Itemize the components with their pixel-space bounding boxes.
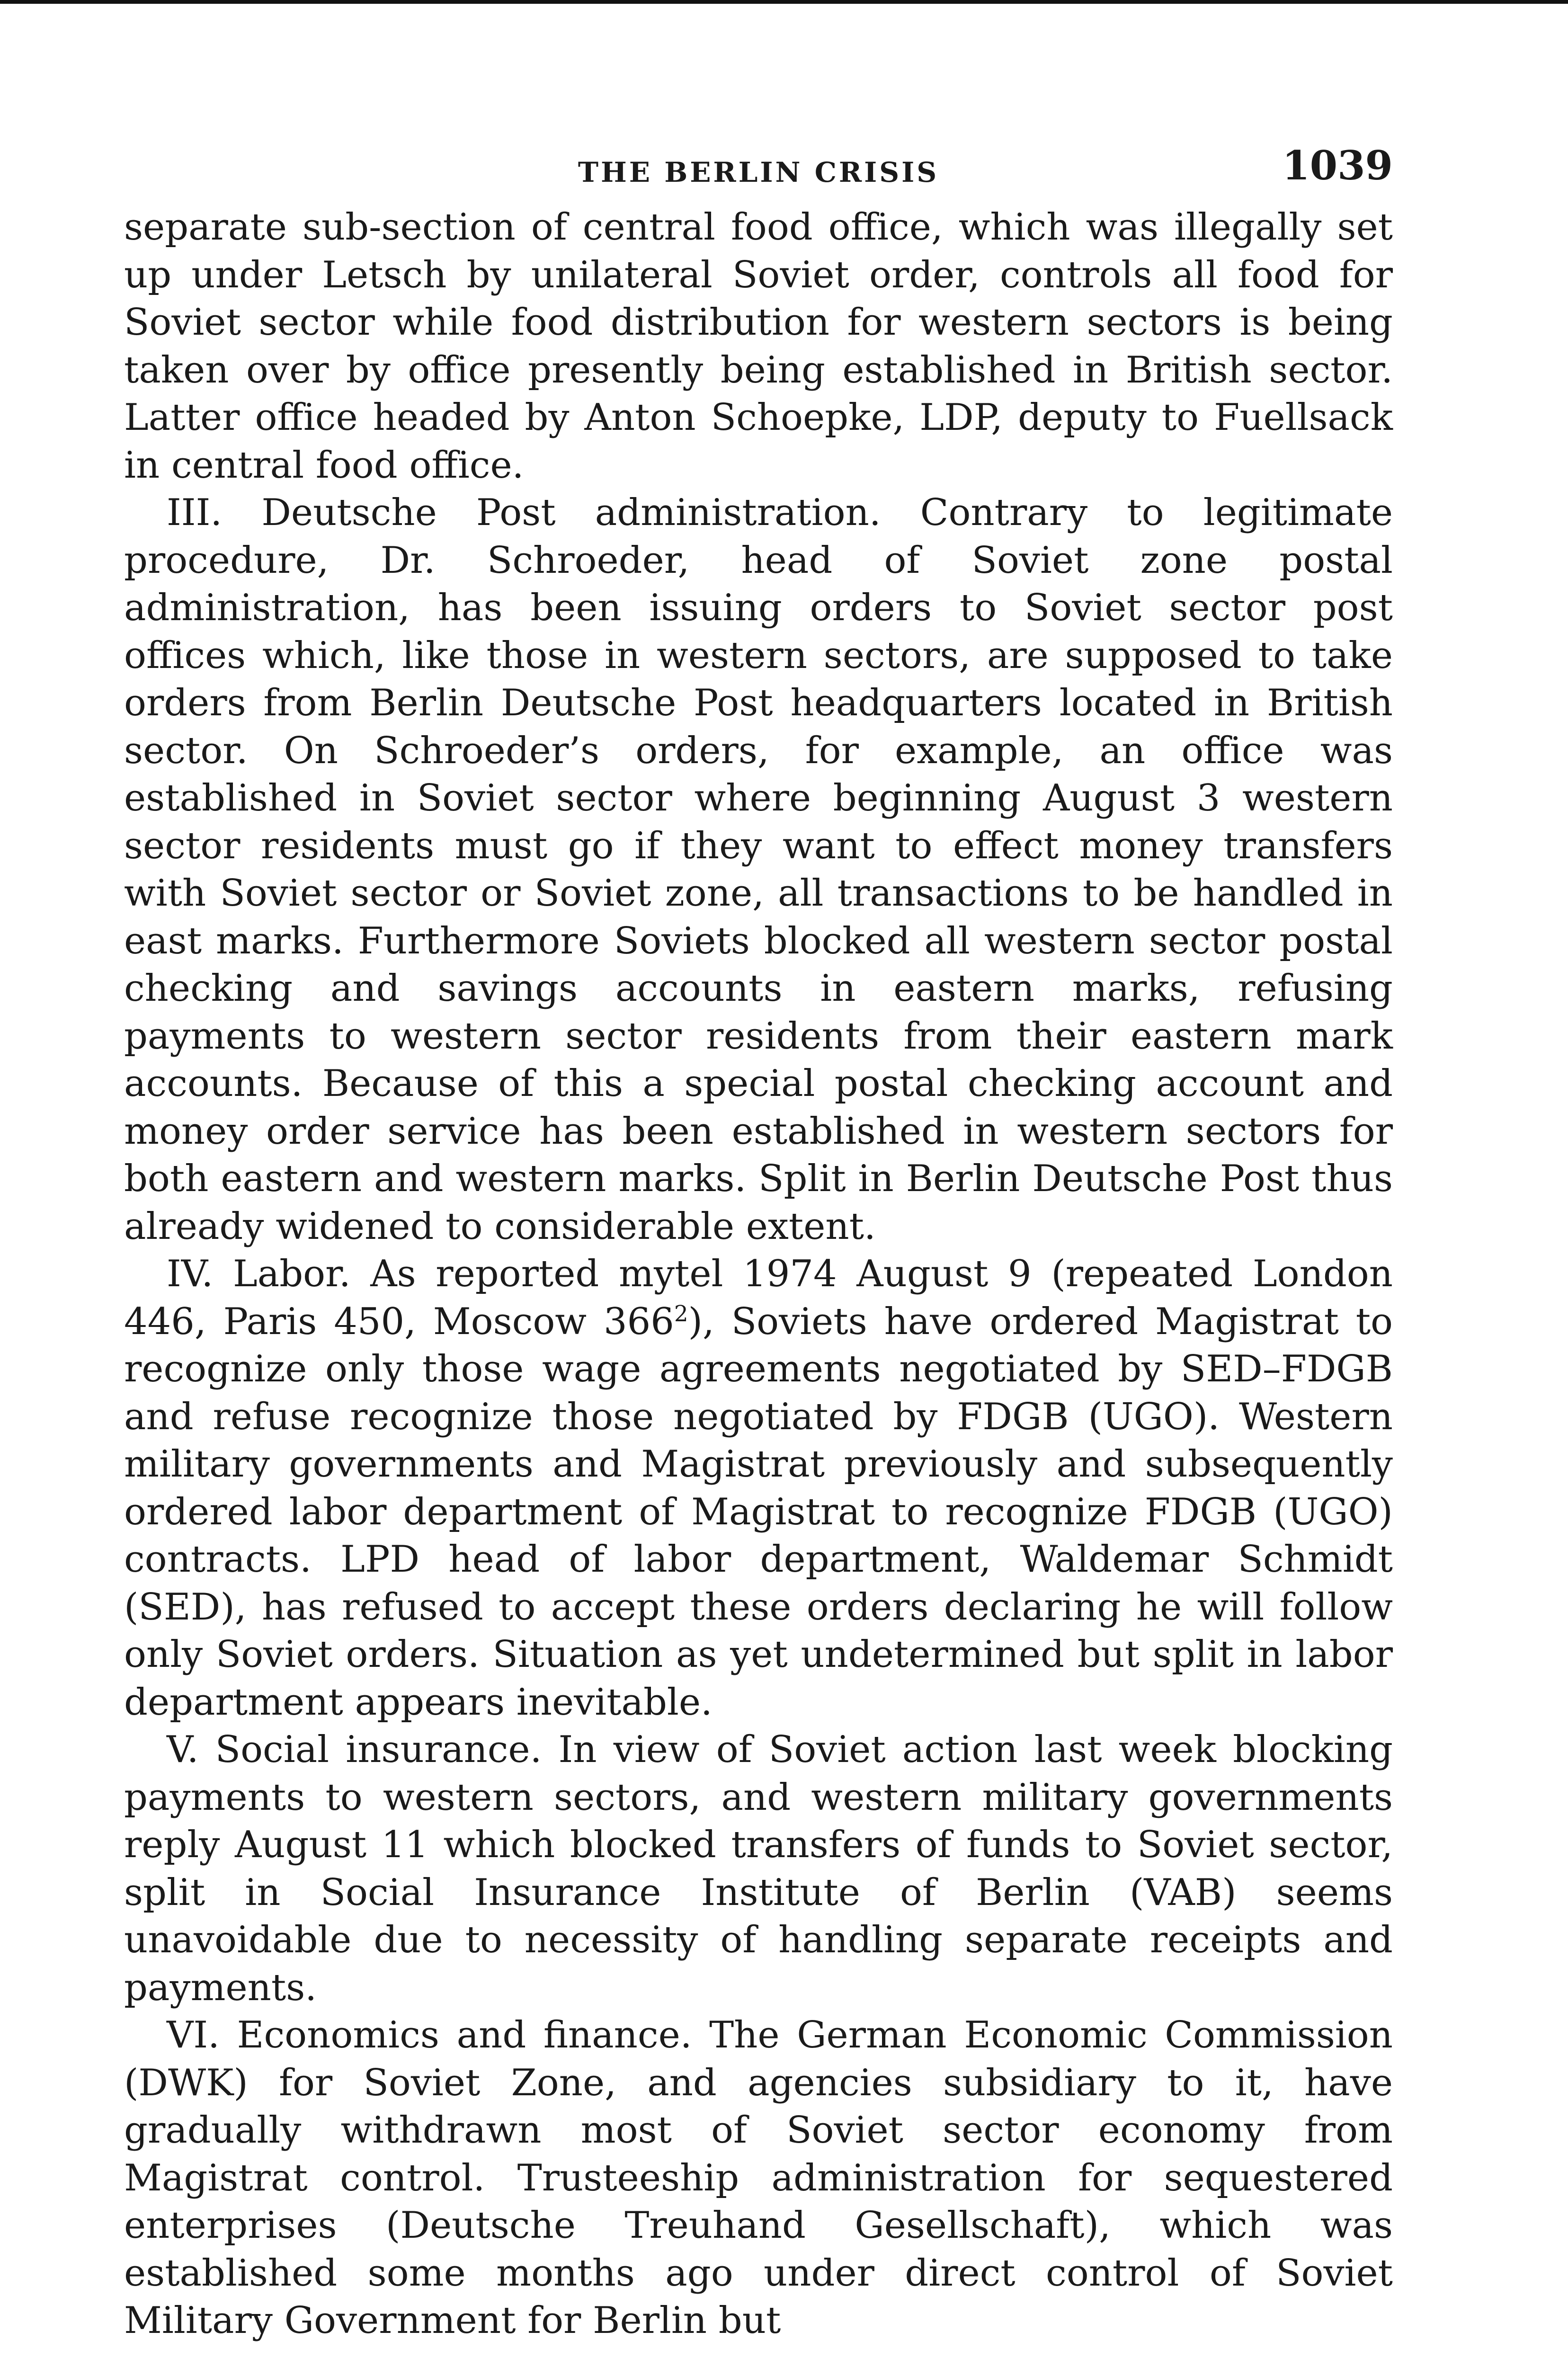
footnote-reference: 2 xyxy=(674,1301,688,1327)
top-edge-rule xyxy=(0,0,1568,4)
paragraph-deutsche-post: III. Deutsche Post administration. Contrary to legitimate procedure, Dr. Schroeder, head of Soviet zone postal administration, has been issuing orders to Soviet sector post offices which, like those in western sectors, are supposed to take orders from Berlin Deutsche Post headquarters located in British sector. On Schroeder’s orders, for example, an office was established in Soviet sector where beginning August 3 western sector residents must go if they want to effect money transfers with Soviet sector or Soviet zone, all transactions to be handled in east marks. Furthermore Soviets blocked all western sector postal checking and savings accounts in eastern marks, refusing payments to western sector residents from their eastern mark accounts. Because of this a special postal checking account and money order service has been established in western sectors for both eastern and western marks. Split in Berlin Deutsche Post thus already widened to considerable extent. xyxy=(124,491,1393,1248)
labor-text-after-ref: ), Soviets have ordered Magistrat to recognize only those wage agreements negotiated by SED–FDGB and refuse recognize those negotiated by FDGB (UGO). Western military governments and Magistrat previously and subsequently ordered labor department of Magistrat to recognize FDGB (UGO) contracts. LPD head of labor department, Waldemar Schmidt (SED), has refused to accept these orders declaring he will follow only Soviet orders. Situation as yet undetermined but split in labor department appears inevitable. xyxy=(124,1300,1393,1724)
page-number: 1039 xyxy=(1282,142,1393,189)
paragraph-food-office: separate sub-section of central food office, which was illegally set up under Letsch by unilateral Soviet order, controls all food for Soviet sector while food distribution for western sectors is being taken over by office presently being established in British sector. Latter office headed by Anton Schoepke, LDP, deputy to Fuellsack in central food office. xyxy=(124,206,1393,487)
paragraph-labor xyxy=(124,1250,1393,1726)
running-title: THE BERLIN CRISIS xyxy=(578,156,939,188)
labor-text-before-ref: IV. Labor. As reported mytel 1974 August 9 (repeated London 446, Paris 450, Moscow 366 xyxy=(124,1253,1393,1343)
paragraph-social-insurance: V. Social insurance. In view of Soviet action last week blocking payments to western sectors, and western military governments reply August 11 which blocked transfers of funds to Soviet sector, split in Social Insurance Institute of Berlin (VAB) seems unavoidable due to necessity of handling separate receipts and payments. xyxy=(124,1728,1393,2009)
paragraph-economics-finance: VI. Economics and finance. The German Economic Commission (DWK) for Soviet Zone, and agencies subsidiary to it, have gradually withdrawn most of Soviet sector economy from Magistrat control. Trusteeship administration for sequestered enterprises (Deutsche Treuhand Gesellschaft), which was established some months ago under direct control of Soviet Military Government for Berlin but xyxy=(124,2014,1393,2342)
running-header xyxy=(124,142,1393,204)
page-content xyxy=(124,142,1393,2367)
body-text xyxy=(124,204,1393,2345)
